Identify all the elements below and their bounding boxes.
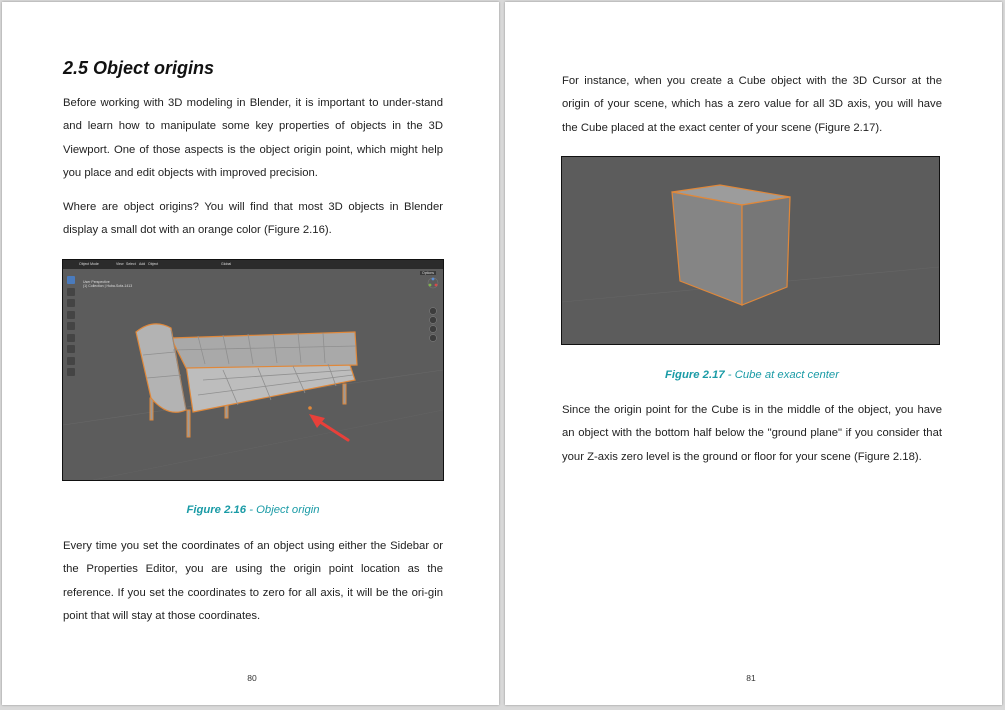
sofa-model [136, 324, 357, 412]
menu-add[interactable]: Add [139, 262, 146, 266]
view-name: User Perspective [83, 280, 110, 284]
right-page [505, 2, 1002, 705]
menu-object[interactable]: Object [148, 262, 159, 266]
options-button[interactable]: Options [422, 271, 435, 275]
figure-2-17-caption-text: - Cube at exact center [724, 369, 839, 381]
figure-2-17-label: Figure 2.17 [665, 369, 725, 381]
cube-intro-paragraph: For instance, when you create a Cube object with the 3D Cursor at the origin of your scene, which has a zero value for all 3D axis, you will have the Cube placed at the exact center of your scene (Figure 2.17). [562, 75, 942, 134]
coordinates-paragraph: Every time you set the coordinates of an object using either the Sidebar or the Properties Editor, you are using the origin point location as the reference. If you set the coordinates to zero for all axis, it will be the ori-gin point that will stay at those coordinates. [63, 540, 443, 622]
ground-plane-paragraph: Since the origin point for the Cube is in the middle of the object, you have an object with the bottom half below the "ground plane" if you consider that your Z-axis zero level is the ground or floor for your scene (Figure 2.18). [562, 404, 942, 463]
figure-2-16-caption-text: - Object origin [246, 504, 320, 516]
sofa-viewport-scene [63, 260, 443, 480]
origin-arrow-icon [309, 414, 348, 440]
menu-view[interactable]: View [116, 262, 124, 266]
figure-2-16-label: Figure 2.16 [186, 504, 247, 516]
page-number-right: 81 [746, 673, 756, 683]
object-origin-dot [308, 406, 312, 410]
cube-viewport-scene [562, 157, 939, 344]
left-page [2, 2, 499, 705]
origins-paragraph: Where are object origins? You will find that most 3D objects in Blender display a small dot with an orange color (Figure 2.16). [63, 201, 443, 237]
figure-2-16-caption [63, 504, 443, 516]
figure-2-17-cube [561, 156, 940, 345]
figure-2-16-sofa [62, 259, 444, 481]
intro-paragraph: Before working with 3D modeling in Blender, it is important to under-stand and learn how to manipulate some key properties of objects in the 3D Viewport. One of those aspects is the object origin point, which might help you place and edit objects with improved precision. [63, 97, 443, 179]
collection-name: (1) Collection | Huba-Sofa-1413 [83, 284, 133, 288]
mode-selector[interactable]: Object Mode [79, 262, 99, 266]
page-number-left: 80 [247, 673, 257, 683]
figure-2-17-caption [562, 369, 942, 381]
transform-orientation[interactable]: Global [221, 262, 232, 266]
menu-select[interactable]: Select [126, 262, 136, 266]
section-heading: 2.5 Object origins [63, 58, 215, 78]
